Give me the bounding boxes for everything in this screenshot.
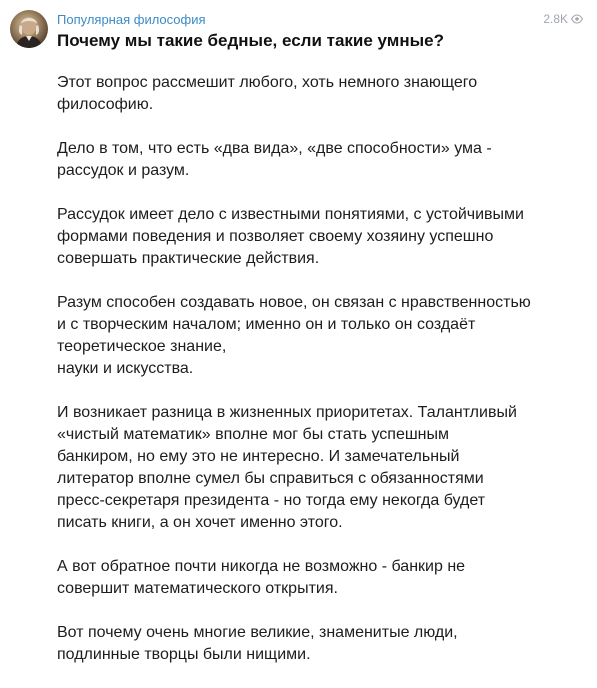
channel-name[interactable]: Популярная философия: [57, 12, 206, 27]
channel-avatar[interactable]: [10, 10, 48, 48]
paragraph: И возникает разница в жизненных приоритетах. Талантливый «чистый математик» вполне мог бы стать успешным банкиром, но ему это не интересно. И замечательный литератор вполне сумел бы справиться с обязанностями пресс-секретаря президента - но тогда ему некогда будет писать книги, а он хочет именно этого.: [57, 404, 517, 531]
view-counter: [543, 12, 583, 26]
paragraph: Дело в том, что есть «два вида», «две способности» ума - рассудок и разум.: [57, 140, 492, 179]
post-title: Почему мы такие бедные, если такие умные?: [57, 31, 444, 50]
view-count: 2.8K: [543, 12, 568, 26]
paragraph: Вот почему очень многие великие, знаменитые люди, подлинные творцы были нищими.: [57, 624, 458, 663]
paragraph: Этот вопрос рассмешит любого, хоть немного знающего философию.: [57, 74, 478, 113]
paragraph: А вот обратное почти никогда не возможно - банкир не совершит математического открытия.: [57, 558, 466, 597]
post-body: [57, 72, 587, 688]
paragraph: Рассудок имеет дело с известными понятиями, с устойчивыми формами поведения и позволяет своему хозяину успешно совершать практические действия.: [57, 206, 524, 267]
paragraph: Разум способен создавать новое, он связан с нравственностью и с творческим началом; именно он и только он создаёт теоретическое знание, науки и искусства.: [57, 294, 531, 377]
eye-icon: [571, 14, 583, 24]
portrait-icon: [10, 10, 48, 48]
